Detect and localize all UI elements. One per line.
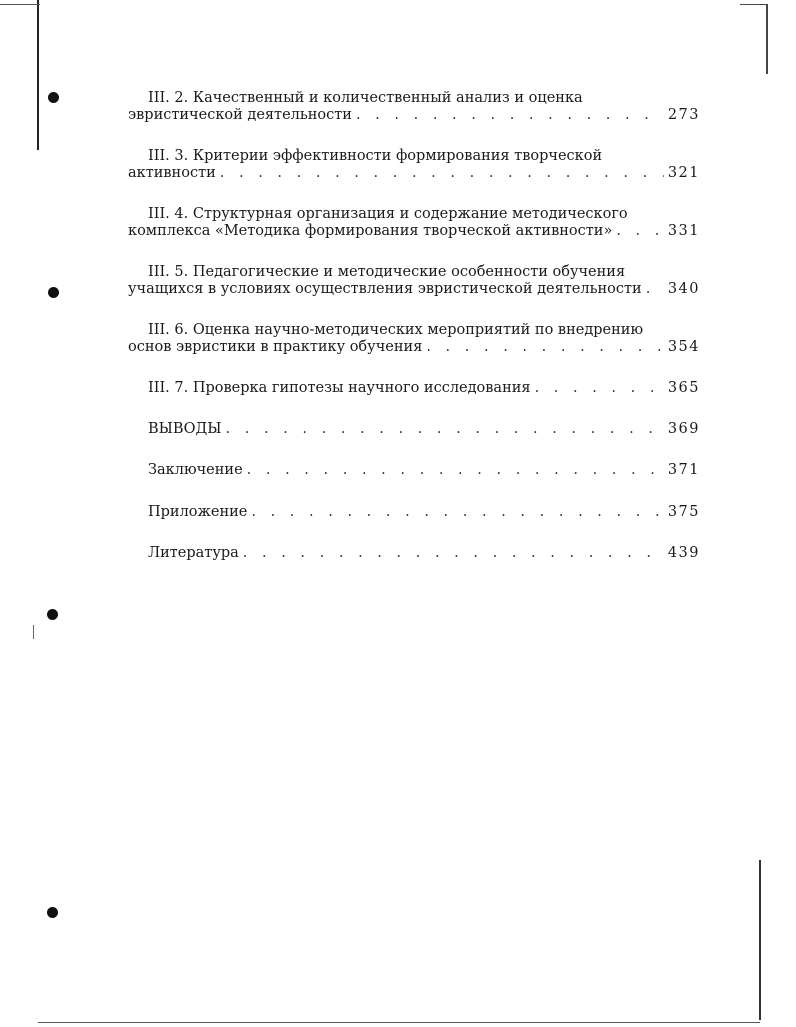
dot-leader [535, 380, 664, 397]
toc-entry [128, 90, 700, 124]
toc-page-number: 375 [667, 504, 700, 520]
binder-hole [47, 907, 58, 918]
binder-hole [48, 92, 59, 103]
scan-edge [759, 860, 761, 1020]
toc-entry [128, 545, 700, 562]
toc-entry-title: Заключение [148, 462, 243, 478]
toc-entry [128, 206, 700, 240]
binder-hole [48, 287, 59, 298]
binder-hole [47, 609, 58, 620]
toc-entry-title-line1: III. 3. Критерии эффективности формирования творческой [148, 148, 603, 164]
scan-edge [38, 1022, 760, 1023]
toc-entry [128, 421, 700, 438]
dot-leader [646, 281, 664, 298]
toc-entry-title-line1: III. 2. Качественный и количественный анализ и оценка [148, 90, 583, 106]
toc-entry [128, 148, 700, 182]
scan-edge [37, 0, 39, 150]
toc-entry [128, 380, 700, 397]
scan-edge [0, 4, 40, 5]
toc-entry-title-line2: эвристической деятельности [128, 107, 352, 123]
toc-entry-title: Приложение [148, 504, 248, 520]
dot-leader [251, 504, 663, 521]
toc-entry [128, 264, 700, 298]
toc-page-number: 321 [667, 165, 700, 181]
toc-entry [128, 504, 700, 521]
toc-entry-title-line2: активности [128, 165, 216, 181]
toc-page-number: 331 [667, 223, 700, 239]
scan-edge [33, 625, 34, 639]
dot-leader [226, 421, 664, 438]
toc-entry-title-line1: III. 4. Структурная организация и содержание методического [148, 206, 628, 222]
toc-entry-title-line2: комплекса «Методика формирования творческой активности» [128, 223, 613, 239]
toc-page-number: 439 [667, 545, 700, 561]
toc-entry-title-line2: учащихся в условиях осуществления эвристической деятельности [128, 281, 642, 297]
toc-entry [128, 462, 700, 479]
toc-entry-title: Литература [148, 545, 239, 561]
toc-entry-title-line1: III. 6. Оценка научно-методических мероприятий по внедрению [148, 322, 644, 338]
toc-page-number: 369 [667, 421, 700, 437]
toc-entry [128, 322, 700, 356]
dot-leader [247, 462, 664, 479]
toc-entry-title-line2: основ эвристики в практику обучения [128, 339, 423, 355]
dot-leader [243, 545, 664, 562]
dot-leader [426, 339, 663, 356]
toc-entry-title-line1: III. 5. Педагогические и методические особенности обучения [148, 264, 626, 280]
toc-entry-title: ВЫВОДЫ [148, 421, 222, 437]
dot-leader [356, 107, 664, 124]
toc-page-number: 365 [667, 380, 700, 396]
toc-entry-title: III. 7. Проверка гипотезы научного исследования [148, 380, 531, 396]
dot-leader [616, 223, 663, 240]
scan-edge [740, 4, 768, 5]
dot-leader [220, 165, 664, 182]
scan-edge [766, 4, 768, 74]
toc-page-number: 371 [667, 462, 700, 478]
toc-page-number: 273 [667, 107, 700, 123]
toc-page-number: 354 [667, 339, 700, 355]
toc-page-number: 340 [667, 281, 700, 297]
